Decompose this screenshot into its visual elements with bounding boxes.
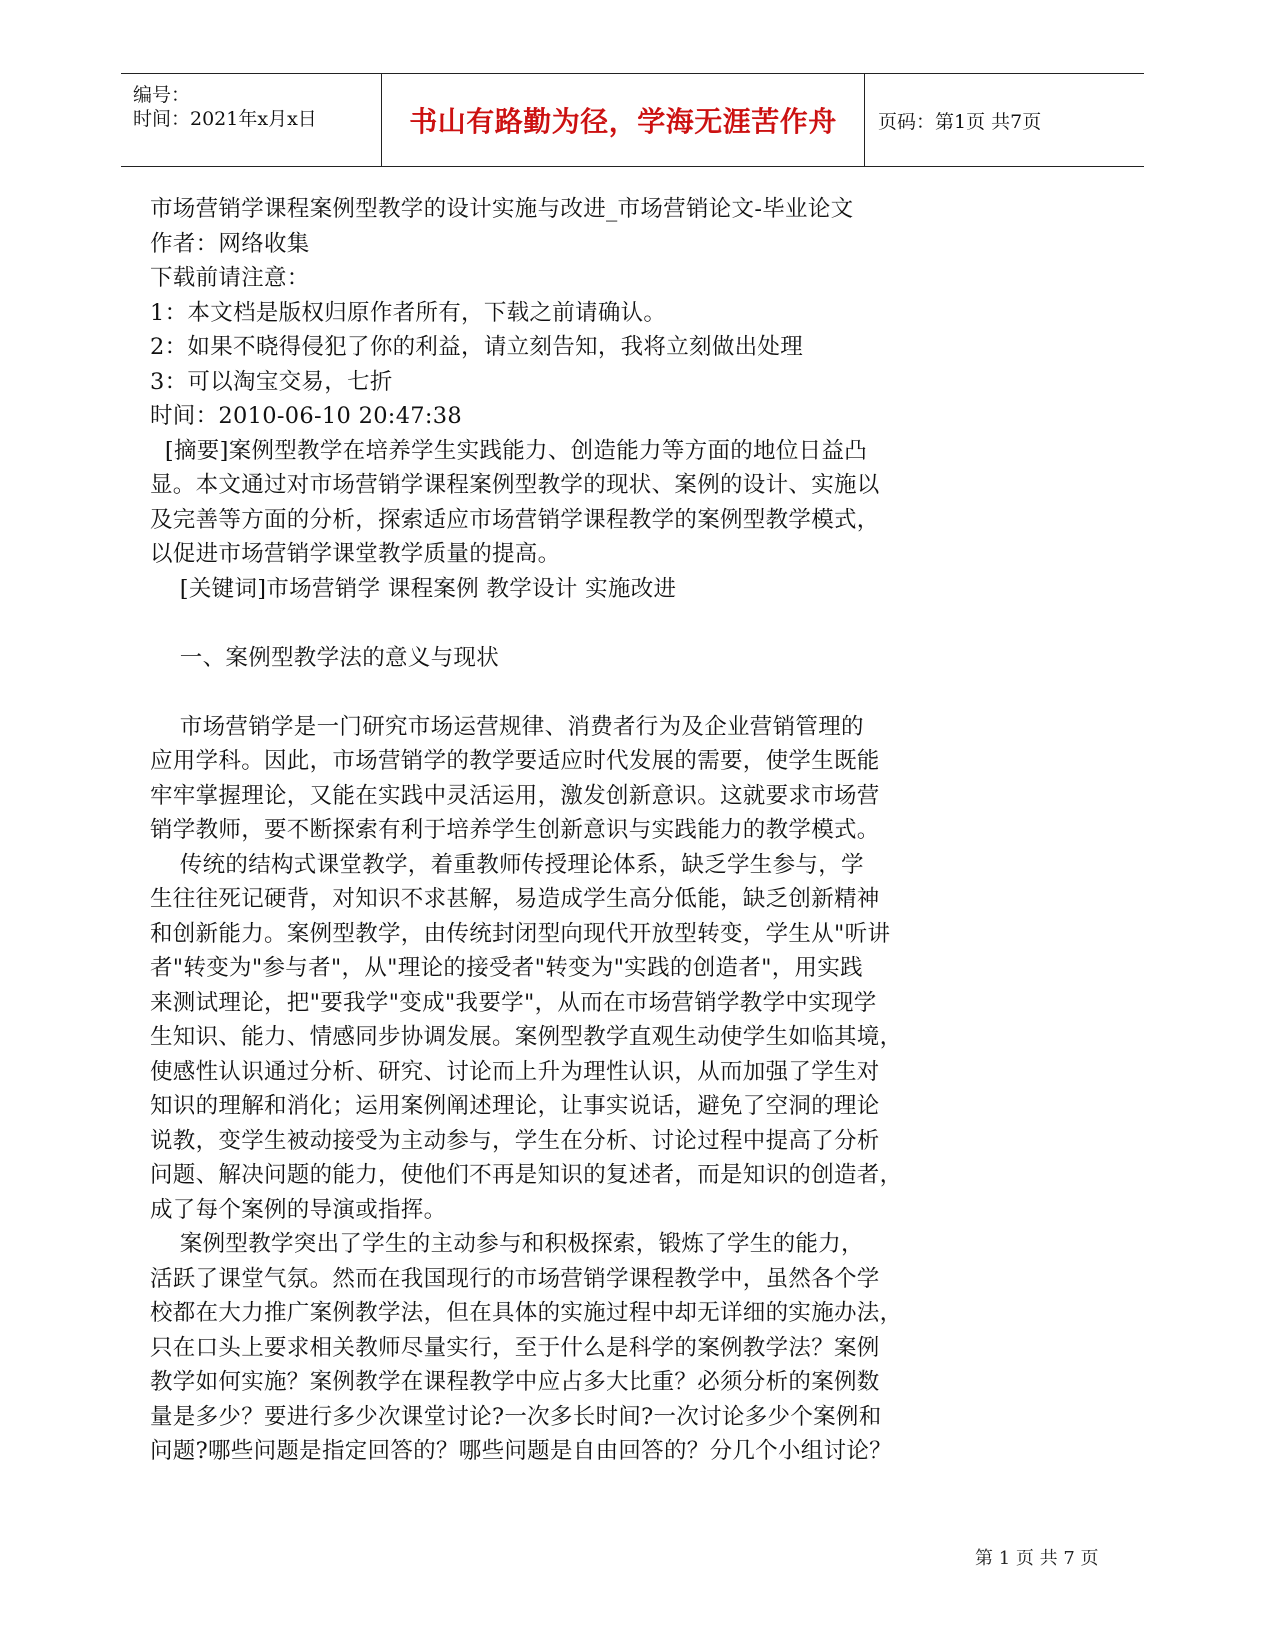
text-line: 1：本文档是版权归原作者所有，下载之前请确认。 — [150, 299, 667, 326]
page-footer: 第 1 页 共 7 页 — [975, 1548, 1099, 1569]
text-line: 使感性认识通过分析、研究、讨论而上升为理性认识，从而加强了学生对 — [150, 1058, 880, 1085]
doc-number-label: 编号： — [133, 84, 191, 106]
text-line: 只在口头上要求相关教师尽量实行，至于什么是科学的案例教学法？案例 — [150, 1334, 880, 1361]
text-line: 市场营销学是一门研究市场运营规律、消费者行为及企业营销管理的 — [150, 713, 864, 740]
text-line: 问题?哪些问题是指定回答的？哪些问题是自由回答的？分几个小组讨论？ — [150, 1438, 892, 1464]
page-header — [121, 73, 1144, 167]
time-label: 时间：2021年x月x日 — [133, 108, 317, 130]
blank-line — [150, 606, 960, 641]
text-line: 应用学科。因此，市场营销学的教学要适应时代发展的需要，使学生既能 — [150, 748, 880, 774]
header-motto: 书山有路勤为径，学海无涯苦作舟 — [409, 105, 837, 138]
text-line: 成了每个案例的导演或指挥。 — [150, 1196, 447, 1223]
text-line: 知识的理解和消化；运用案例阐述理论，让事实说话，避免了空洞的理论 — [150, 1093, 880, 1119]
text-line: [关键词]市场营销学 课程案例 教学设计 实施改进 — [150, 575, 677, 602]
text-line: 牢牢掌握理论，又能在实践中灵活运用，激发创新意识。这就要求市场营 — [150, 782, 880, 809]
text-line: 校都在大力推广案例教学法，但在具体的实施过程中却无详细的实施办法， — [150, 1300, 903, 1326]
header-page-info: 页码：第1页 共7页 — [878, 111, 1042, 133]
header-right-cell — [866, 74, 1144, 166]
text-line: 以促进市场营销学课堂教学质量的提高。 — [150, 541, 561, 567]
text-line: 传统的结构式课堂教学，着重教师传授理论体系，缺乏学生参与，学 — [150, 851, 864, 878]
text-line: [摘要]案例型教学在培养学生实践能力、创造能力等方面的地位日益凸 — [150, 437, 868, 464]
header-left-cell — [121, 74, 382, 166]
blank-line — [150, 675, 960, 710]
text-line: 销学教师，要不断探索有利于培养学生创新意识与实践能力的教学模式。 — [150, 817, 880, 843]
text-line: 及完善等方面的分析，探索适应市场营销学课程教学的案例型教学模式， — [150, 506, 880, 533]
text-line: 3：可以淘宝交易，七折 — [150, 368, 393, 395]
text-line: 和创新能力。案例型教学，由传统封闭型向现代开放型转变，学生从"听讲 — [150, 920, 891, 947]
text-line: 量是多少？要进行多少次课堂讨论?一次多长时间?一次讨论多少个案例和 — [150, 1403, 882, 1430]
header-motto-cell — [382, 74, 865, 166]
text-line: 者"转变为"参与者"，从"理论的接受者"转变为"实践的创造者"，用实践 — [150, 955, 863, 981]
text-line: 来测试理论，把"要我学"变成"我要学"，从而在市场营销学教学中实现学 — [150, 989, 877, 1016]
text-line: 下载前请注意： — [150, 265, 310, 291]
text-line: 2：如果不晓得侵犯了你的利益，请立刻告知，我将立刻做出处理 — [150, 334, 804, 360]
text-line: 问题、解决问题的能力，使他们不再是知识的复述者，而是知识的创造者， — [150, 1162, 903, 1188]
text-line: 时间：2010-06-10 20:47:38 — [150, 403, 463, 429]
text-line: 说教，变学生被动接受为主动参与，学生在分析、讨论过程中提高了分析 — [150, 1127, 880, 1154]
text-line: 作者：网络收集 — [150, 230, 310, 257]
text-line: 显。本文通过对市场营销学课程案例型教学的现状、案例的设计、实施以 — [150, 472, 880, 498]
text-line: 案例型教学突出了学生的主动参与和积极探索，锻炼了学生的能力， — [150, 1231, 864, 1257]
text-line: 生往往死记硬背，对知识不求甚解，易造成学生高分低能，缺乏创新精神 — [150, 886, 880, 912]
text-line: 活跃了课堂气氛。然而在我国现行的市场营销学课程教学中，虽然各个学 — [150, 1265, 880, 1292]
text-line: 教学如何实施？案例教学在课程教学中应占多大比重？必须分析的案例数 — [150, 1369, 880, 1395]
document-body — [150, 192, 960, 1469]
text-line: 生知识、能力、情感同步协调发展。案例型教学直观生动使学生如临其境， — [150, 1024, 903, 1050]
text-line: 一、案例型教学法的意义与现状 — [150, 644, 500, 671]
text-line: 市场营销学课程案例型教学的设计实施与改进_市场营销论文-毕业论文 — [150, 196, 854, 222]
